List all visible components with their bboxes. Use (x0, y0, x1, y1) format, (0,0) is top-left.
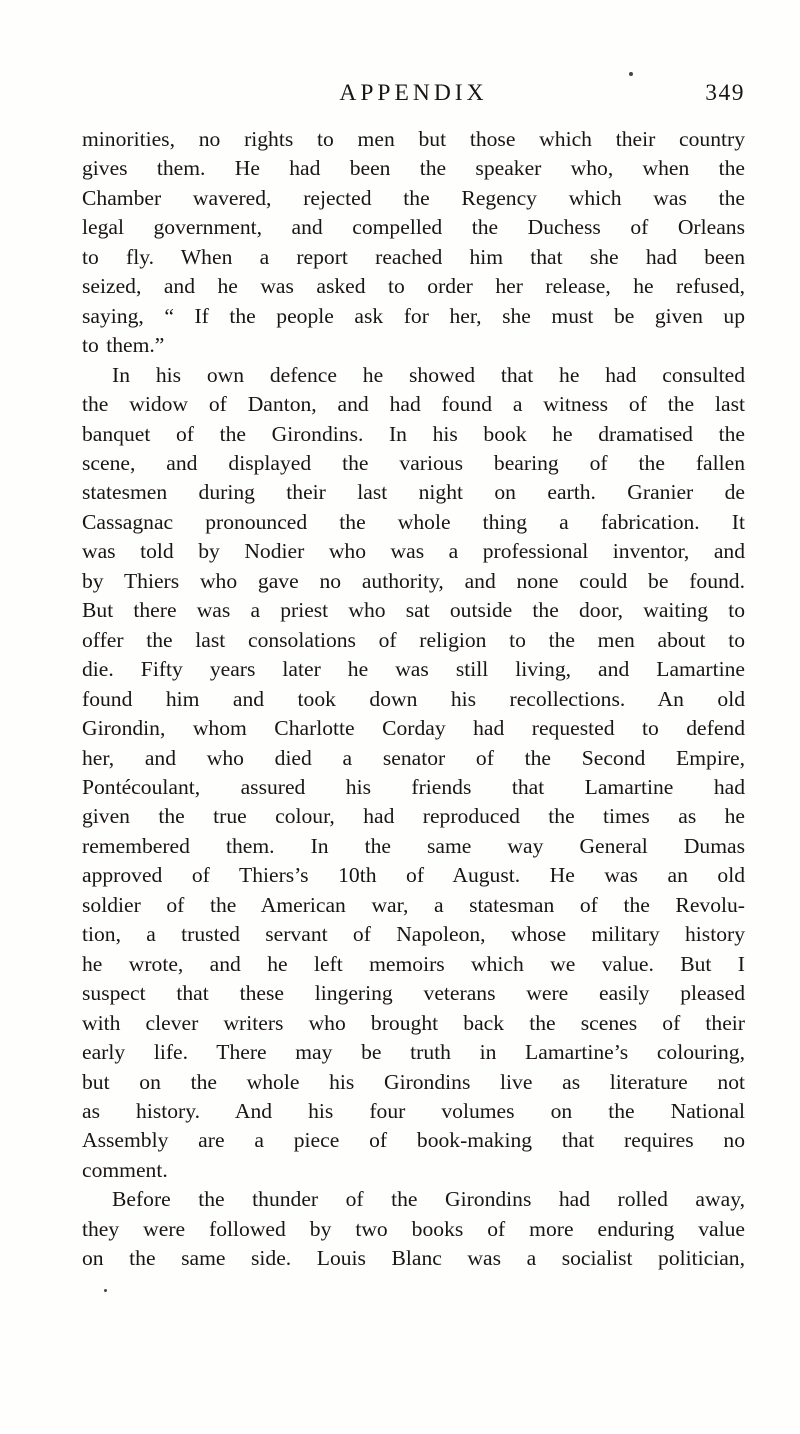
text-line: he wrote, and he left memoirs which we value. But I (82, 951, 745, 976)
text-line: Cassagnac pronounced the whole thing a fabrication. It (82, 509, 745, 534)
text-line: by Thiers who gave no authority, and none could be found. (82, 568, 745, 593)
text-line: comment. (82, 1157, 168, 1182)
text-line: Before the thunder of the Girondins had rolled away, (112, 1187, 745, 1212)
text-line: gives them. He had been the speaker who, when the (82, 156, 745, 181)
text-line: as history. And his four volumes on the National (82, 1098, 745, 1123)
text-line: her, and who died a senator of the Second Empire, (82, 745, 745, 770)
text-line: approved of Thiers’s 10th of August. He was an old (82, 863, 745, 888)
text-line: statesmen during their last night on earth. Granier de (82, 480, 745, 505)
text-line: to fly. When a report reached him that she had been (82, 244, 745, 269)
scan-speck-icon (629, 72, 633, 76)
text-line: to them.” (82, 333, 165, 358)
text-line: offer the last consolations of religion to the men about to (82, 627, 745, 652)
text-line: minorities, no rights to men but those which their country (82, 127, 745, 151)
text-line: remembered them. In the same way General Dumas (82, 833, 745, 858)
text-line: found him and took down his recollections. An old (82, 686, 745, 711)
text-line: Assembly are a piece of book-making that requires no (82, 1128, 745, 1153)
text-line: legal government, and compelled the Duchess of Orleans (82, 215, 745, 240)
text-line: Chamber wavered, rejected the Regency which was the (82, 185, 745, 210)
text-line: with clever writers who brought back the scenes of their (82, 1010, 745, 1035)
text-line: tion, a trusted servant of Napoleon, whose military history (82, 922, 745, 947)
text-line: die. Fifty years later he was still living, and Lamartine (82, 657, 745, 682)
text-line: suspect that these lingering veterans were easily pleased (82, 981, 745, 1006)
running-title: APPENDIX (339, 80, 488, 106)
text-line: saying, “ If the people ask for her, she must be given up (82, 303, 745, 328)
text-line: scene, and displayed the various bearing of the fallen (82, 450, 745, 475)
scan-speck-icon (104, 1289, 107, 1292)
page-body (82, 125, 745, 1274)
text-line: soldier of the American war, a statesman of the Revolu- (82, 892, 745, 917)
text-line: but on the whole his Girondins live as literature not (82, 1069, 745, 1094)
page-header (82, 80, 745, 110)
text-line: on the same side. Louis Blanc was a socialist politician, (82, 1246, 745, 1271)
text-line: In his own defence he showed that he had consulted (112, 362, 745, 387)
text-line: banquet of the Girondins. In his book he dramatised the (82, 421, 745, 446)
text-line: Pontécoulant, assured his friends that Lamartine had (82, 774, 745, 799)
page-number: 349 (705, 80, 745, 106)
text-line: was told by Nodier who was a professional inventor, and (82, 539, 745, 564)
text-line: the widow of Danton, and had found a witness of the last (82, 392, 745, 417)
text-line: But there was a priest who sat outside the door, waiting to (82, 598, 745, 623)
text-line: Girondin, whom Charlotte Corday had requested to defend (82, 716, 745, 741)
text-line: given the true colour, had reproduced the times as he (82, 804, 745, 829)
text-line: they were followed by two books of more enduring value (82, 1216, 745, 1241)
text-line: seized, and he was asked to order her release, he refused, (82, 274, 745, 299)
text-line: early life. There may be truth in Lamartine’s colouring, (82, 1040, 745, 1065)
